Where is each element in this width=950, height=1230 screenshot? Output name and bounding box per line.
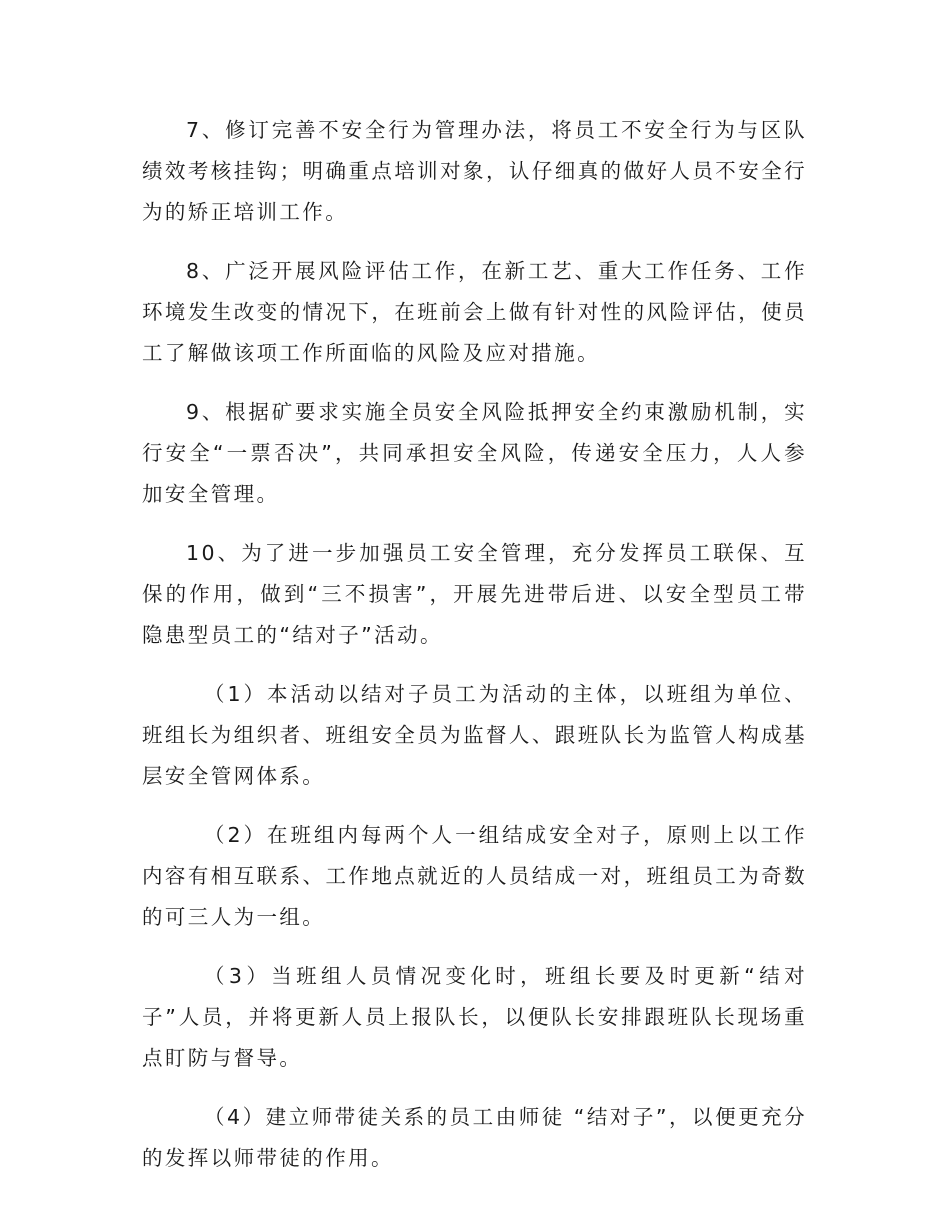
paragraph-item-10-2: （2）在班组内每两个人一组结成安全对子，原则上以工作内容有相互联系、工作地点就近的人员结成一对，班组员工为奇数的可三人为一组。	[142, 823, 807, 929]
paragraph-item-10: 10、为了进一步加强员工安全管理，充分发挥员工联保、互保的作用，做到“三不损害”，开展先进带后进、以安全型员工带隐患型员工的“结对子”活动。	[142, 541, 807, 647]
paragraph-item-10-3: （3）当班组人员情况变化时，班组长要及时更新“结对子”人员，并将更新人员上报队长，以便队长安排跟班队长现场重点盯防与督导。	[142, 964, 807, 1070]
paragraph-item-10-4: （4）建立师带徒关系的员工由师徒 “结对子”，以便更充分的发挥以师带徒的作用。	[142, 1105, 807, 1170]
paragraph-item-7: 7、修订完善不安全行为管理办法，将员工不安全行为与区队绩效考核挂钩；明确重点培训对象，认仔细真的做好人员不安全行为的矫正培训工作。	[142, 118, 807, 224]
paragraph-item-9: 9、根据矿要求实施全员安全风险抵押安全约束激励机制，实行安全“一票否决”，共同承担安全风险，传递安全压力，人人参加安全管理。	[142, 400, 807, 506]
paragraph-item-10-1: （1）本活动以结对子员工为活动的主体，以班组为单位、班组长为组织者、班组安全员为监督人、跟班队长为监管人构成基层安全管网体系。	[142, 682, 807, 788]
paragraph-item-8: 8、广泛开展风险评估工作，在新工艺、重大工作任务、工作环境发生改变的情况下，在班前会上做有针对性的风险评估，使员工了解做该项工作所面临的风险及应对措施。	[142, 259, 807, 365]
